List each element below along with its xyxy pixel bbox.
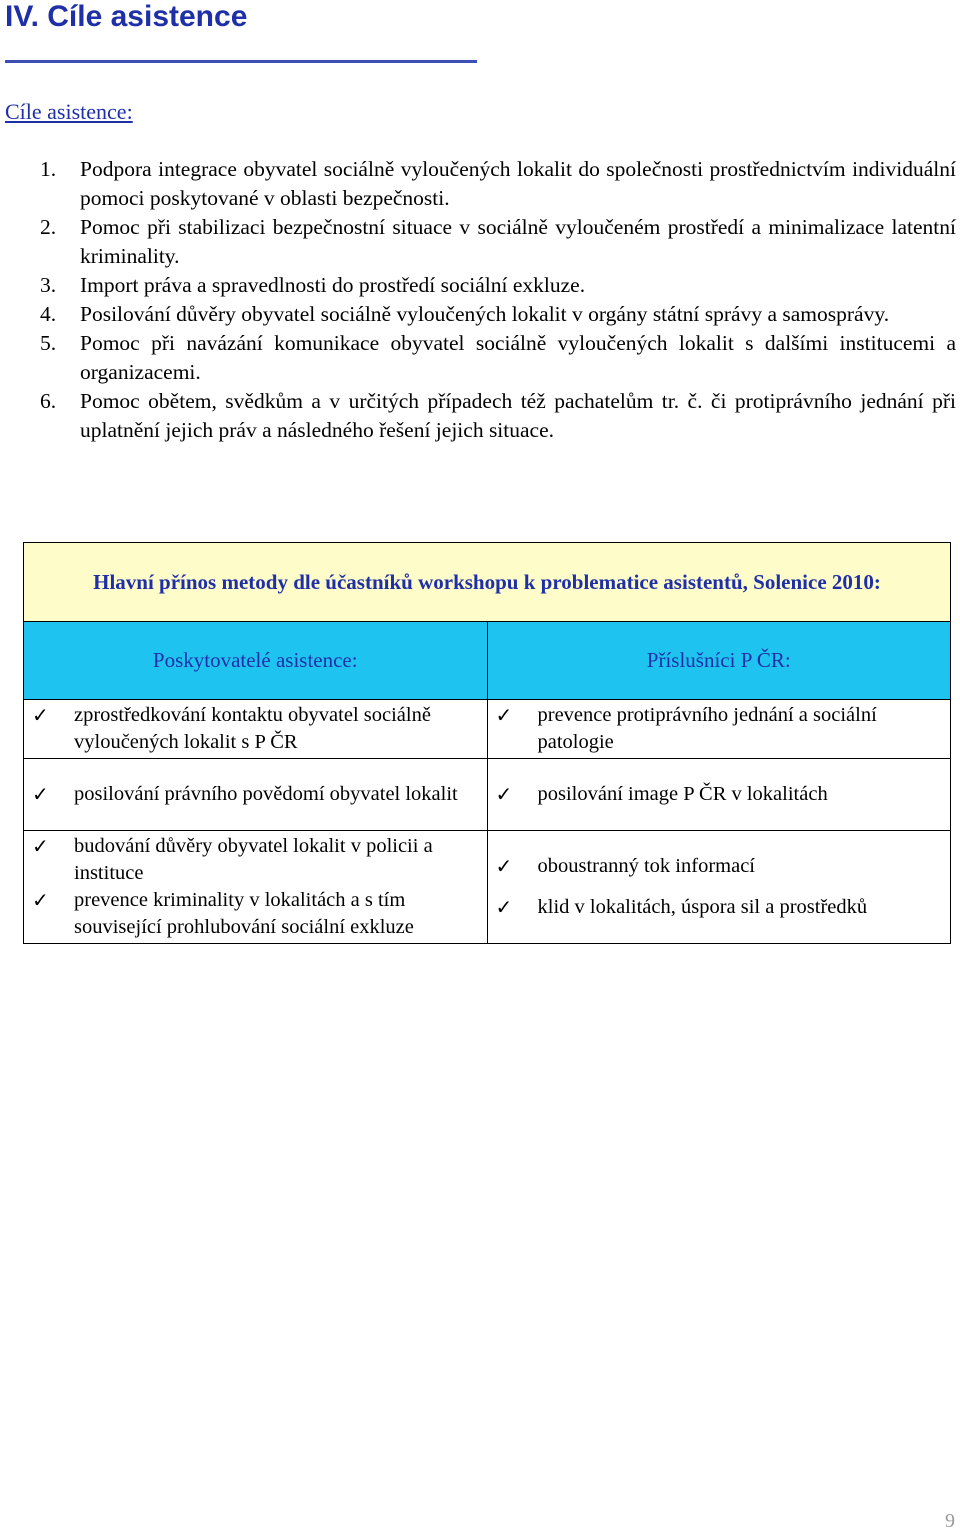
goal-number: 2. xyxy=(40,215,57,239)
checkmark-icon: ✓ xyxy=(32,888,49,912)
item-text: budování důvěry obyvatel lokalit v policii a instituce xyxy=(74,835,433,884)
checkmark-icon: ✓ xyxy=(495,703,513,727)
goal-number: 5. xyxy=(40,331,57,355)
goal-text: Podpora integrace obyvatel sociálně vyloučených lokalit do společnosti prostřednictvím individuální pomoci poskytované v oblasti bezpečnosti. xyxy=(80,157,956,210)
item-text: oboustranný tok informací xyxy=(537,855,755,877)
goal-number: 1. xyxy=(40,157,57,181)
table-banner: Hlavní přínos metody dle účastníků workshopu k problematice asistentů, Solenice 2010: xyxy=(24,543,951,622)
item-text: posilování image P ČR v lokalitách xyxy=(537,783,828,805)
benefits-table xyxy=(23,542,951,944)
table-cell xyxy=(24,831,488,944)
checkmark-icon: ✓ xyxy=(32,834,49,858)
goal-item xyxy=(40,300,956,329)
goal-text: Import práva a spravedlnosti do prostředí sociální exkluze. xyxy=(80,273,586,297)
check-item xyxy=(496,781,945,808)
goal-text: Pomoc obětem, svědkům a v určitých případech též pachatelům tr. č. či protiprávního jednání při uplatnění jejich práv a následného řešení jejich situace. xyxy=(80,389,956,442)
goal-number: 4. xyxy=(40,302,57,326)
check-item xyxy=(496,702,945,756)
table-cell xyxy=(487,831,951,944)
column-header-providers: Poskytovatelé asistence: xyxy=(24,622,488,700)
check-item xyxy=(496,894,945,921)
goal-item xyxy=(40,271,956,300)
goal-item xyxy=(40,387,956,445)
item-text: zprostředkování kontaktu obyvatel sociálně vyloučených lokalit s P ČR xyxy=(74,704,431,753)
goal-item xyxy=(40,329,956,387)
check-item xyxy=(32,781,481,808)
goal-number: 6. xyxy=(40,389,57,413)
goal-number: 3. xyxy=(40,273,57,297)
goal-text: Pomoc při stabilizaci bezpečnostní situace v sociálně vyloučeném prostředí a minimalizace latentní kriminality. xyxy=(80,215,956,268)
goals-list xyxy=(40,155,956,445)
checkmark-icon: ✓ xyxy=(495,895,513,919)
column-header-police: Příslušníci P ČR: xyxy=(487,622,951,700)
goal-item xyxy=(40,213,956,271)
checkmark-icon: ✓ xyxy=(32,782,49,806)
checkmark-icon: ✓ xyxy=(32,703,49,727)
goal-text: Posilování důvěry obyvatel sociálně vyloučených lokalit v orgány státní správy a samosprávy. xyxy=(80,302,890,326)
goal-item xyxy=(40,155,956,213)
goal-text: Pomoc při navázání komunikace obyvatel sociálně vyloučených lokalit s dalšími institucemi a organizacemi. xyxy=(80,331,956,384)
heading-underline xyxy=(5,60,477,63)
table-cell xyxy=(487,759,951,831)
item-text: klid v lokalitách, úspora sil a prostředků xyxy=(537,896,868,918)
checkmark-icon: ✓ xyxy=(495,782,513,806)
item-text: prevence kriminality v lokalitách a s tím související prohlubování sociální exkluze xyxy=(74,889,414,938)
page-number: 9 xyxy=(945,1510,955,1532)
check-item xyxy=(32,702,481,756)
table-cell xyxy=(24,700,488,759)
item-text: prevence protiprávního jednání a sociální patologie xyxy=(537,704,877,753)
section-subheading: Cíle asistence: xyxy=(5,99,133,124)
page-heading: IV. Cíle asistence xyxy=(5,0,248,33)
checkmark-icon: ✓ xyxy=(495,854,513,878)
check-item xyxy=(32,833,481,887)
item-text: posilování právního povědomí obyvatel lokalit xyxy=(74,783,458,805)
check-item xyxy=(496,853,945,880)
table-cell xyxy=(24,759,488,831)
table-cell xyxy=(487,700,951,759)
check-item xyxy=(32,887,481,941)
